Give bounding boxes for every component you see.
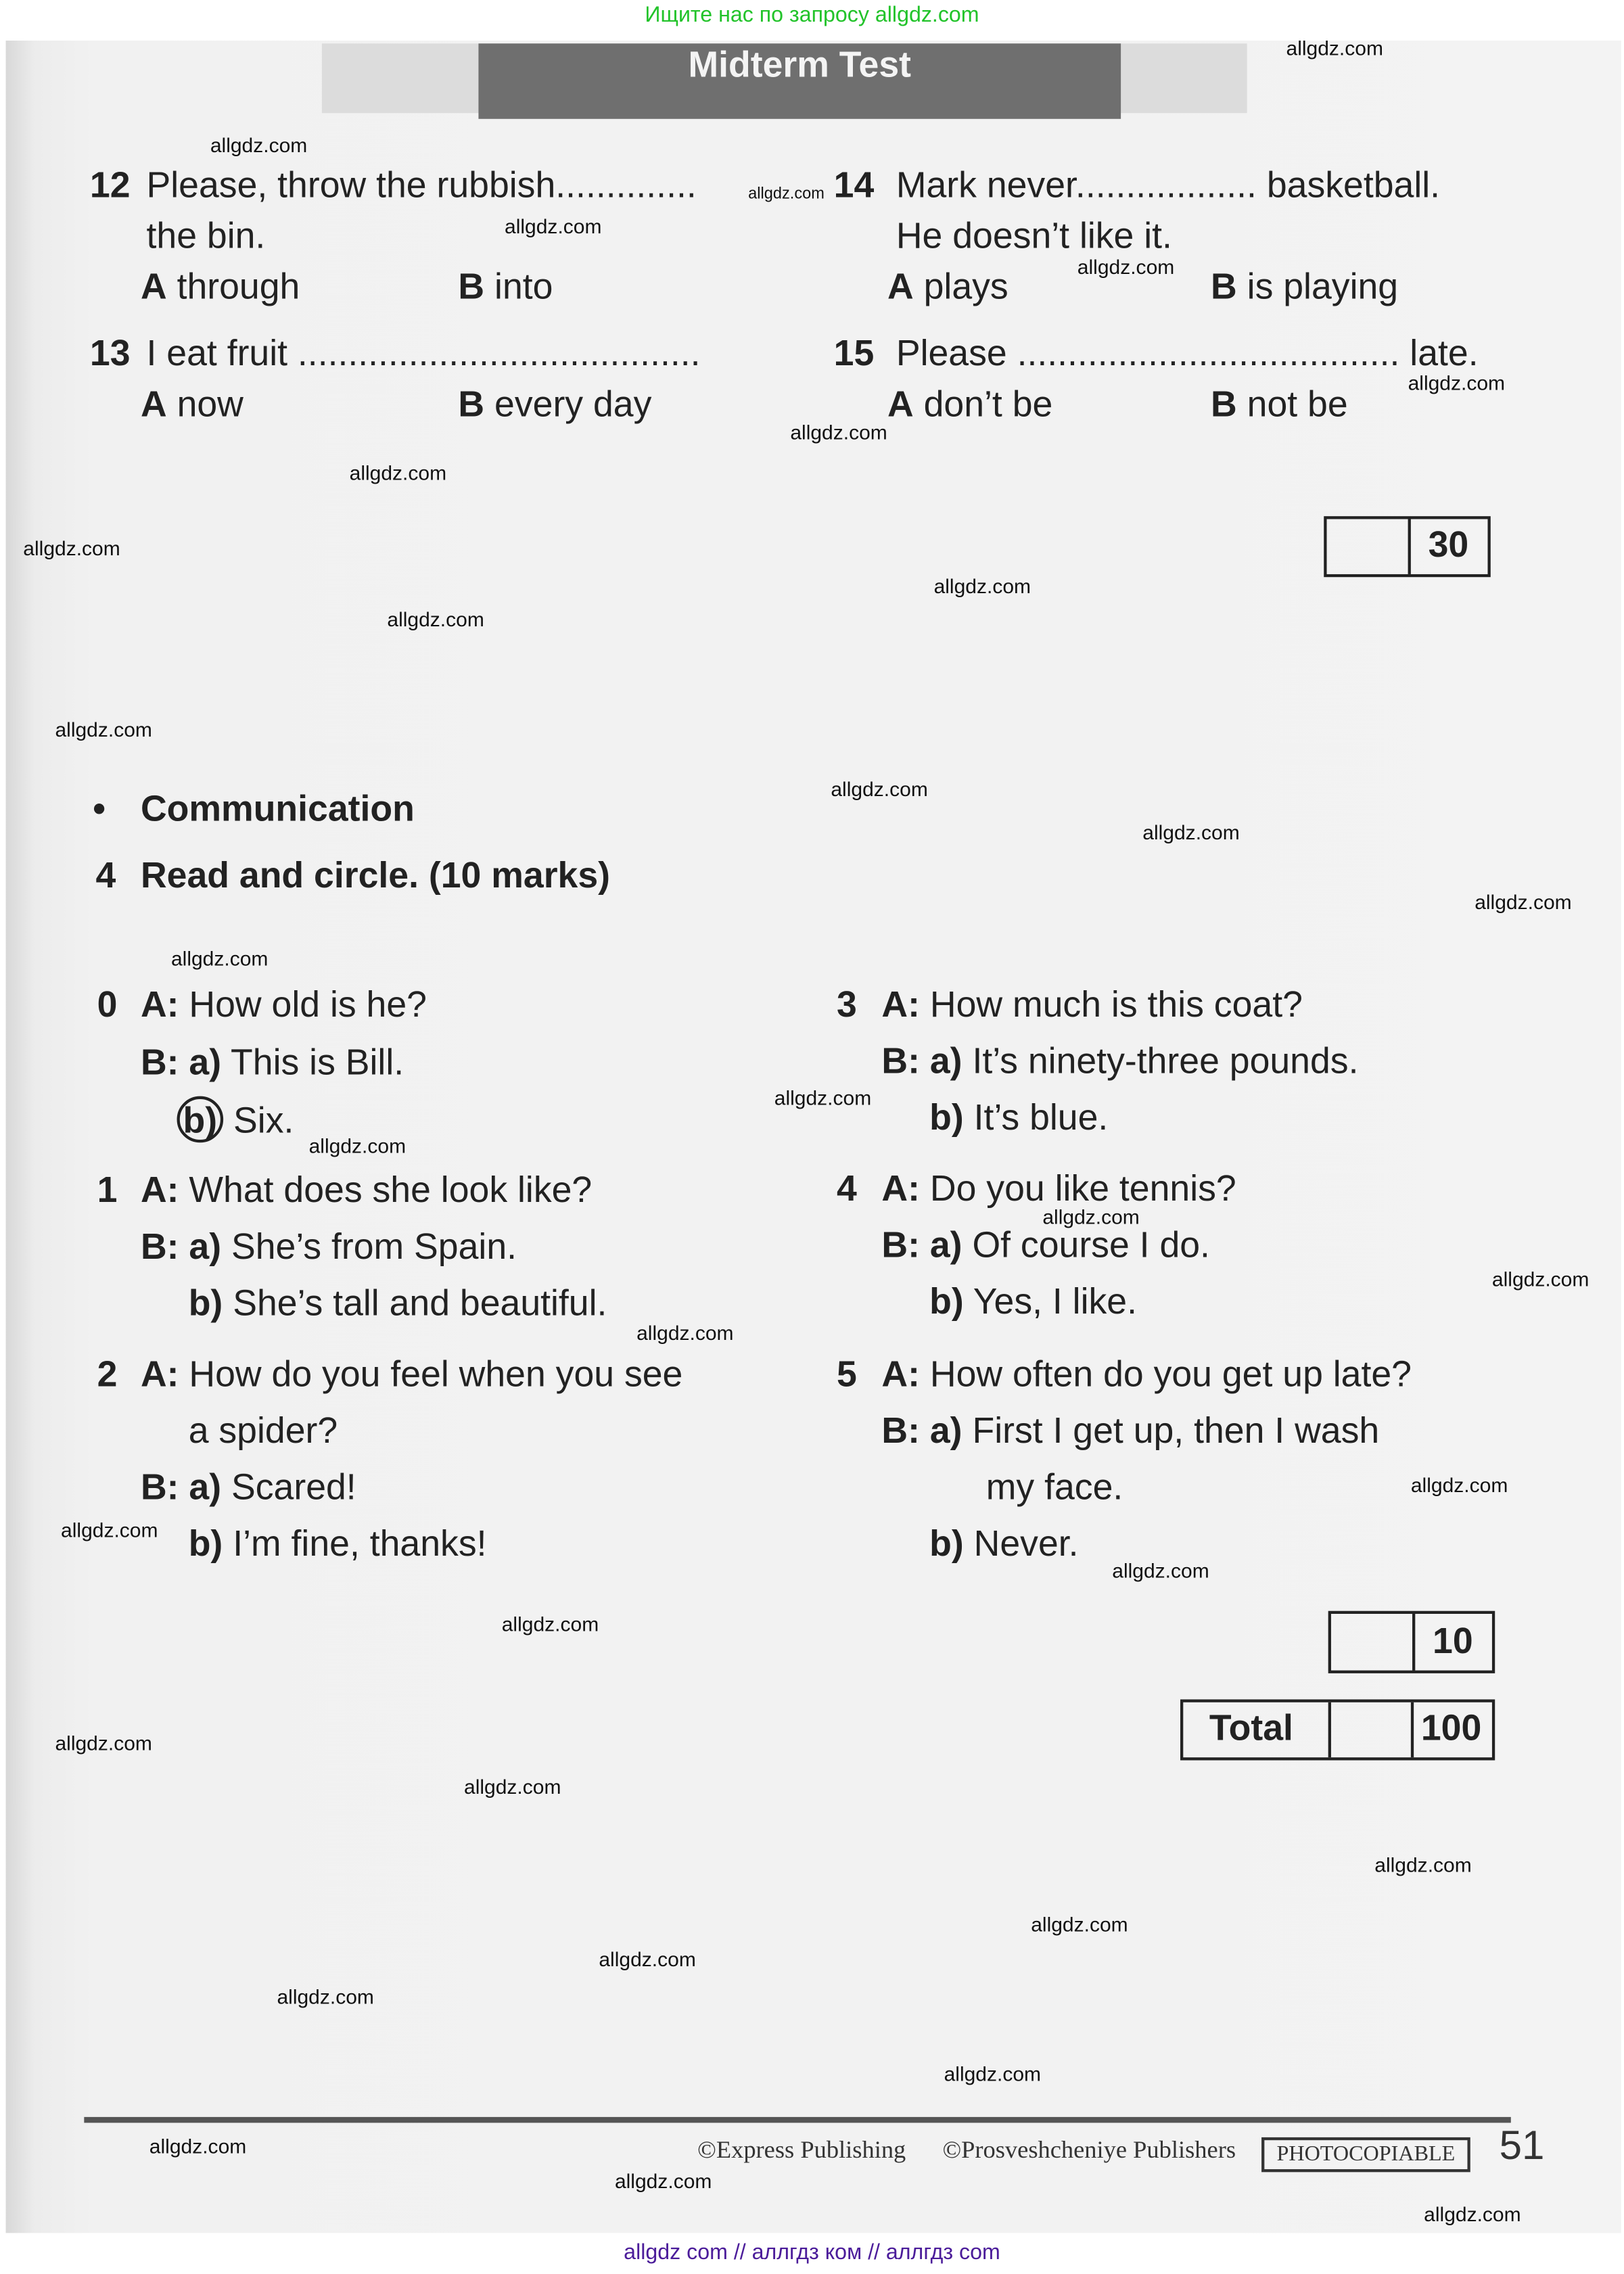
option-b-label: b) [929,1282,964,1323]
d0-option-b[interactable]: Six. [233,1100,294,1142]
watermark: allgdz.com [933,574,1031,598]
option-b-label: b) [188,1524,223,1565]
watermark: allgdz.com [23,536,120,560]
watermark: allgdz.com [210,133,308,157]
d4-option-b[interactable]: Yes, I like. [973,1282,1138,1323]
option-a-label: a) [929,1041,962,1082]
d2-num: 2 [97,1354,118,1395]
watermark: allgdz.com [1142,820,1240,844]
d0-option-a[interactable]: This is Bill. [231,1042,404,1084]
d1-num: 1 [97,1170,118,1211]
q13-a-letter: A [140,384,167,425]
option-b-label: b) [188,1283,223,1324]
speaker-a: A: [881,1354,920,1395]
task-title: Read and circle. (10 marks) [140,855,611,896]
publisher-2: ©Prosveshcheniye Publishers [942,2135,1236,2164]
watermark: allgdz.com [55,718,152,741]
top-banner[interactable]: Ищите нас по запросу allgdz.com [645,3,979,28]
watermark: allgdz.com [1077,255,1175,279]
q15-text: Please ...................................... late. [896,333,1479,375]
score-box-30 [1324,516,1491,577]
d4-num: 4 [836,1168,857,1209]
watermark: allgdz.com [831,777,928,801]
score-max: 10 [1433,1621,1473,1662]
watermark: allgdz.com [1475,890,1572,914]
option-a-label: a) [929,1410,962,1452]
speaker-a: A: [140,1354,179,1395]
speaker-a: A: [881,984,920,1025]
watermark: allgdz.com [1424,2202,1521,2226]
publisher-1: ©Express Publishing [697,2135,906,2164]
d4-question: Do you like tennis? [929,1168,1236,1209]
speaker-b: B: [140,1042,179,1084]
score-box-10 [1328,1611,1495,1673]
q14-option-b: is playing [1247,266,1399,308]
watermark: allgdz.com [1286,36,1383,60]
photocopiable-label: PHOTOCOPIABLE [1261,2137,1470,2172]
q12-option-b: into [494,266,553,308]
q15-option-b: not be [1247,384,1348,425]
watermark: allgdz.com [277,1985,374,2009]
watermark: allgdz.com [1408,371,1506,395]
d3-option-b[interactable]: It’s blue. [973,1097,1109,1138]
q13-text: I eat fruit ........................................ [146,333,701,375]
option-a-label: a) [189,1042,222,1084]
option-a-label: a) [929,1225,962,1266]
watermark: allgdz.com [1112,1558,1209,1582]
d2-option-a[interactable]: Scared! [231,1467,356,1508]
d5-num: 5 [836,1354,857,1395]
q15-num: 15 [833,333,875,375]
q13-option-a: now [177,384,243,425]
page-number: 51 [1499,2122,1545,2168]
watermark: allgdz.com [308,1134,407,1157]
speaker-b: B: [881,1041,920,1082]
option-b-label: b) [929,1524,964,1565]
watermark: allgdz.com [1410,1473,1508,1497]
page-title: Midterm Test [478,43,1121,118]
watermark: allgdz.com [599,1947,696,1971]
speaker-b: B: [140,1467,179,1508]
q14-text2: He doesn’t like it. [896,216,1172,257]
bullet: • [93,789,106,830]
watermark: allgdz.com [1031,1912,1128,1936]
speaker-b: B: [881,1410,920,1452]
d5-option-b[interactable]: Never. [973,1524,1079,1565]
q13-option-b: every day [494,384,652,425]
q12-text: Please, throw the rubbish.............. [146,165,697,206]
option-b-label: b) [929,1097,964,1138]
total-box [1180,1699,1495,1760]
watermark: allgdz.com [1491,1267,1590,1291]
d5-option-a2[interactable]: my face. [985,1467,1123,1508]
watermark: allgdz.com [944,2062,1042,2085]
speaker-a: A: [140,984,179,1025]
watermark: allgdz.com [774,1086,872,1109]
watermark: allgdz.com [748,185,825,204]
d5-option-a[interactable]: First I get up, then I wash [972,1410,1380,1452]
d3-question: How much is this coat? [929,984,1303,1025]
q12-a-letter: A [140,266,167,308]
watermark: allgdz.com [614,2169,712,2193]
q13-num: 13 [89,333,131,375]
d2-option-b[interactable]: I’m fine, thanks! [233,1524,487,1565]
q14-text: Mark never.................. basketball. [896,165,1441,206]
section-title: Communication [140,789,415,830]
watermark: allgdz.com [464,1774,561,1799]
speaker-b: B: [881,1225,920,1266]
d3-option-a[interactable]: It’s ninety-three pounds. [972,1041,1359,1082]
circled-answer-b[interactable]: b) [177,1096,224,1143]
d2-question: How do you feel when you see [189,1354,683,1395]
q12-text2: the bin. [146,216,266,257]
q13-b-letter: B [458,384,485,425]
d2-question2: a spider? [188,1410,338,1452]
option-a-label: a) [189,1467,222,1508]
d3-num: 3 [836,984,857,1025]
d1-option-b[interactable]: She’s tall and beautiful. [233,1283,607,1324]
d0-num: 0 [97,984,118,1025]
d1-question: What does she look like? [189,1170,593,1211]
q15-option-a: don’t be [923,384,1053,425]
total-max: 100 [1420,1708,1482,1749]
d4-option-a[interactable]: Of course I do. [972,1225,1210,1266]
q12-option-a: through [177,266,300,308]
d0-question: How old is he? [189,984,427,1025]
total-label: Total [1209,1708,1293,1749]
watermark: allgdz.com [1374,1853,1472,1877]
q14-option-a: plays [923,266,1008,308]
footer-rule [84,2117,1510,2123]
d1-option-a[interactable]: She’s from Spain. [231,1226,517,1268]
watermark: allgdz.com [387,607,484,631]
watermark: allgdz.com [349,461,447,485]
speaker-a: A: [881,1168,920,1209]
watermark: allgdz.com [636,1320,734,1345]
speaker-a: A: [140,1170,179,1211]
watermark: allgdz.com [149,2134,247,2158]
task-num: 4 [95,855,116,896]
bottom-banner[interactable]: allgdz com // аллгдз ком // аллгдз com [624,2240,1000,2265]
d5-question: How often do you get up late? [929,1354,1412,1395]
watermark: allgdz.com [55,1731,152,1755]
watermark: allgdz.com [61,1518,158,1541]
watermark: allgdz.com [1042,1205,1140,1228]
q15-a-letter: A [887,384,914,425]
watermark: allgdz.com [501,1612,599,1636]
q15-b-letter: B [1211,384,1237,425]
score-max: 30 [1428,525,1469,566]
q12-num: 12 [89,165,131,206]
q14-b-letter: B [1211,266,1237,308]
q12-b-letter: B [458,266,485,308]
watermark: allgdz.com [170,946,269,971]
q14-a-letter: A [887,266,914,308]
watermark: allgdz.com [505,214,602,238]
option-a-label: a) [189,1226,222,1268]
watermark: allgdz.com [790,420,887,444]
speaker-b: B: [140,1226,179,1268]
q14-num: 14 [833,165,875,206]
